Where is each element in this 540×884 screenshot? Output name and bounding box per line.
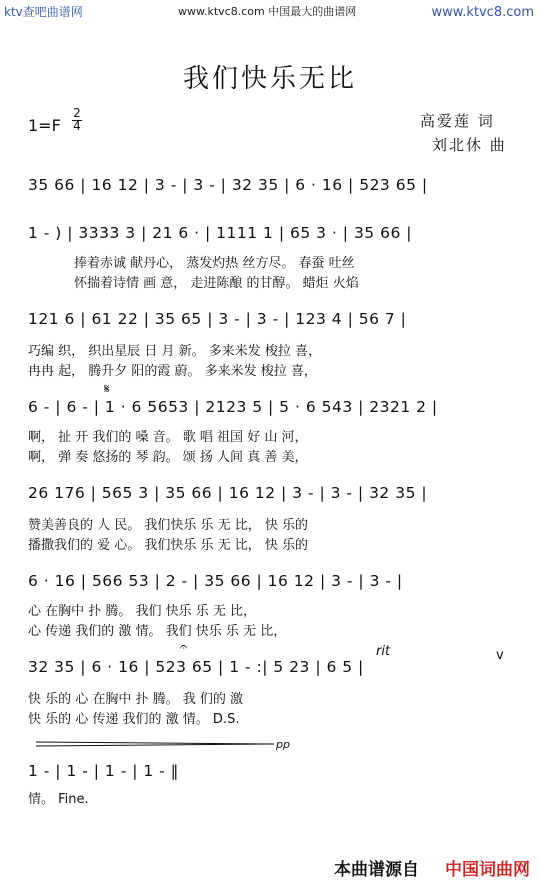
pianissimo-mark: pp bbox=[276, 738, 290, 751]
lyric-row-3-verse-2: 冉冉 起， 腾升夕 阳的霞 蔚。 多来米发 梭拉 喜， bbox=[28, 364, 317, 379]
ritardando-mark: rit bbox=[376, 644, 391, 659]
lyric-row-6-verse-2: 心 传递 我们的 激 情。 我们 快乐 乐 无 比， bbox=[28, 624, 287, 639]
lyric-row-4-verse-1: 啊， 扯 开 我们的 嗓 音。 歌 唱 祖国 好 山 河， bbox=[28, 430, 308, 445]
lyric-row-4-verse-2: 啊， 弹 奏 悠扬的 琴 韵。 颂 扬 人间 真 善 美， bbox=[28, 450, 308, 465]
composer-credit: 刘北休 曲 bbox=[432, 136, 507, 154]
score-row-5: 26 176 | 565 3 | 35 66 | 16 12 | 3 - | 3 - | 32 35 | bbox=[28, 484, 428, 502]
lyric-row-8-verse-1: 情。 Fine. bbox=[28, 792, 89, 807]
lyric-row-5-verse-2: 播撒我们的 爱 心。 我们快乐 乐 无 比， 快 乐的 bbox=[28, 538, 309, 553]
score-row-3: 121 6 | 61 22 | 35 65 | 3 - | 3 - | 123 4 | 56 7 | bbox=[28, 310, 407, 328]
breath-mark: v bbox=[496, 648, 504, 663]
lyric-row-7-verse-2: 快 乐的 心 传递 我们的 激 情。 D.S. bbox=[28, 712, 240, 727]
score-row-1: 35 66 | 16 12 | 3 - | 3 - | 32 35 | 6 · 16 | 523 65 | bbox=[28, 176, 428, 194]
footer-source-label: 本曲谱源自 bbox=[334, 860, 419, 880]
lyric-row-3-verse-1: 巧编 织， 织出星辰 日 月 新。 多来米发 梭拉 喜， bbox=[28, 344, 322, 359]
key-signature: 1=F bbox=[28, 116, 61, 135]
lyric-row-6-verse-1: 心 在胸中 扑 腾。 我们 快乐 乐 无 比， bbox=[28, 604, 257, 619]
score-row-2: 1 - ) | 3333 3 | 21 6 · | 1111 1 | 65 3 · | 35 66 | bbox=[28, 224, 412, 242]
score-row-7: 32 35 | 6 · 16 | 523 65 | 1 - :| 5 23 | 6 5 | bbox=[28, 658, 364, 676]
song-title: 我们快乐无比 bbox=[182, 64, 357, 94]
footer-site-name: 中国词曲网 bbox=[445, 860, 530, 880]
site-url-banner: www.ktvc8.com 中国最大的曲谱网 bbox=[178, 5, 357, 18]
fermata-mark: 𝄐 bbox=[180, 640, 188, 655]
segno-mark: 𝄋 bbox=[104, 382, 110, 397]
time-signature-top: 2 bbox=[73, 106, 81, 120]
score-row-4: 6 - | 6 - | 1 · 6 5653 | 2123 5 | 5 · 6 543 | 2321 2 | bbox=[28, 398, 438, 416]
diminuendo-hairpin bbox=[34, 738, 284, 752]
score-row-6: 6 · 16 | 566 53 | 2 - | 35 66 | 16 12 | 3 - | 3 - | bbox=[28, 572, 403, 590]
site-logo-text: ktv查吧曲谱网 bbox=[4, 5, 83, 19]
time-signature bbox=[72, 108, 82, 132]
site-url-right: www.ktvc8.com bbox=[431, 5, 534, 20]
lyric-row-7-verse-1: 快 乐的 心 在胸中 扑 腾。 我 们的 激 bbox=[28, 692, 244, 707]
lyric-row-2-verse-1: 捧着赤诚 献丹心， 蒸发灼热 丝方尽。 春蚕 吐丝 bbox=[74, 256, 355, 271]
lyricist-credit: 高爱莲 词 bbox=[420, 112, 495, 130]
time-signature-bottom: 4 bbox=[73, 119, 81, 133]
score-row-8: 1 - | 1 - | 1 - | 1 - ‖ bbox=[28, 762, 179, 780]
lyric-row-5-verse-1: 赞美善良的 人 民。 我们快乐 乐 无 比， 快 乐的 bbox=[28, 518, 309, 533]
lyric-row-2-verse-2: 怀揣着诗情 画 意， 走进陈酿 的甘醇。 蜡炬 火焰 bbox=[74, 276, 359, 291]
